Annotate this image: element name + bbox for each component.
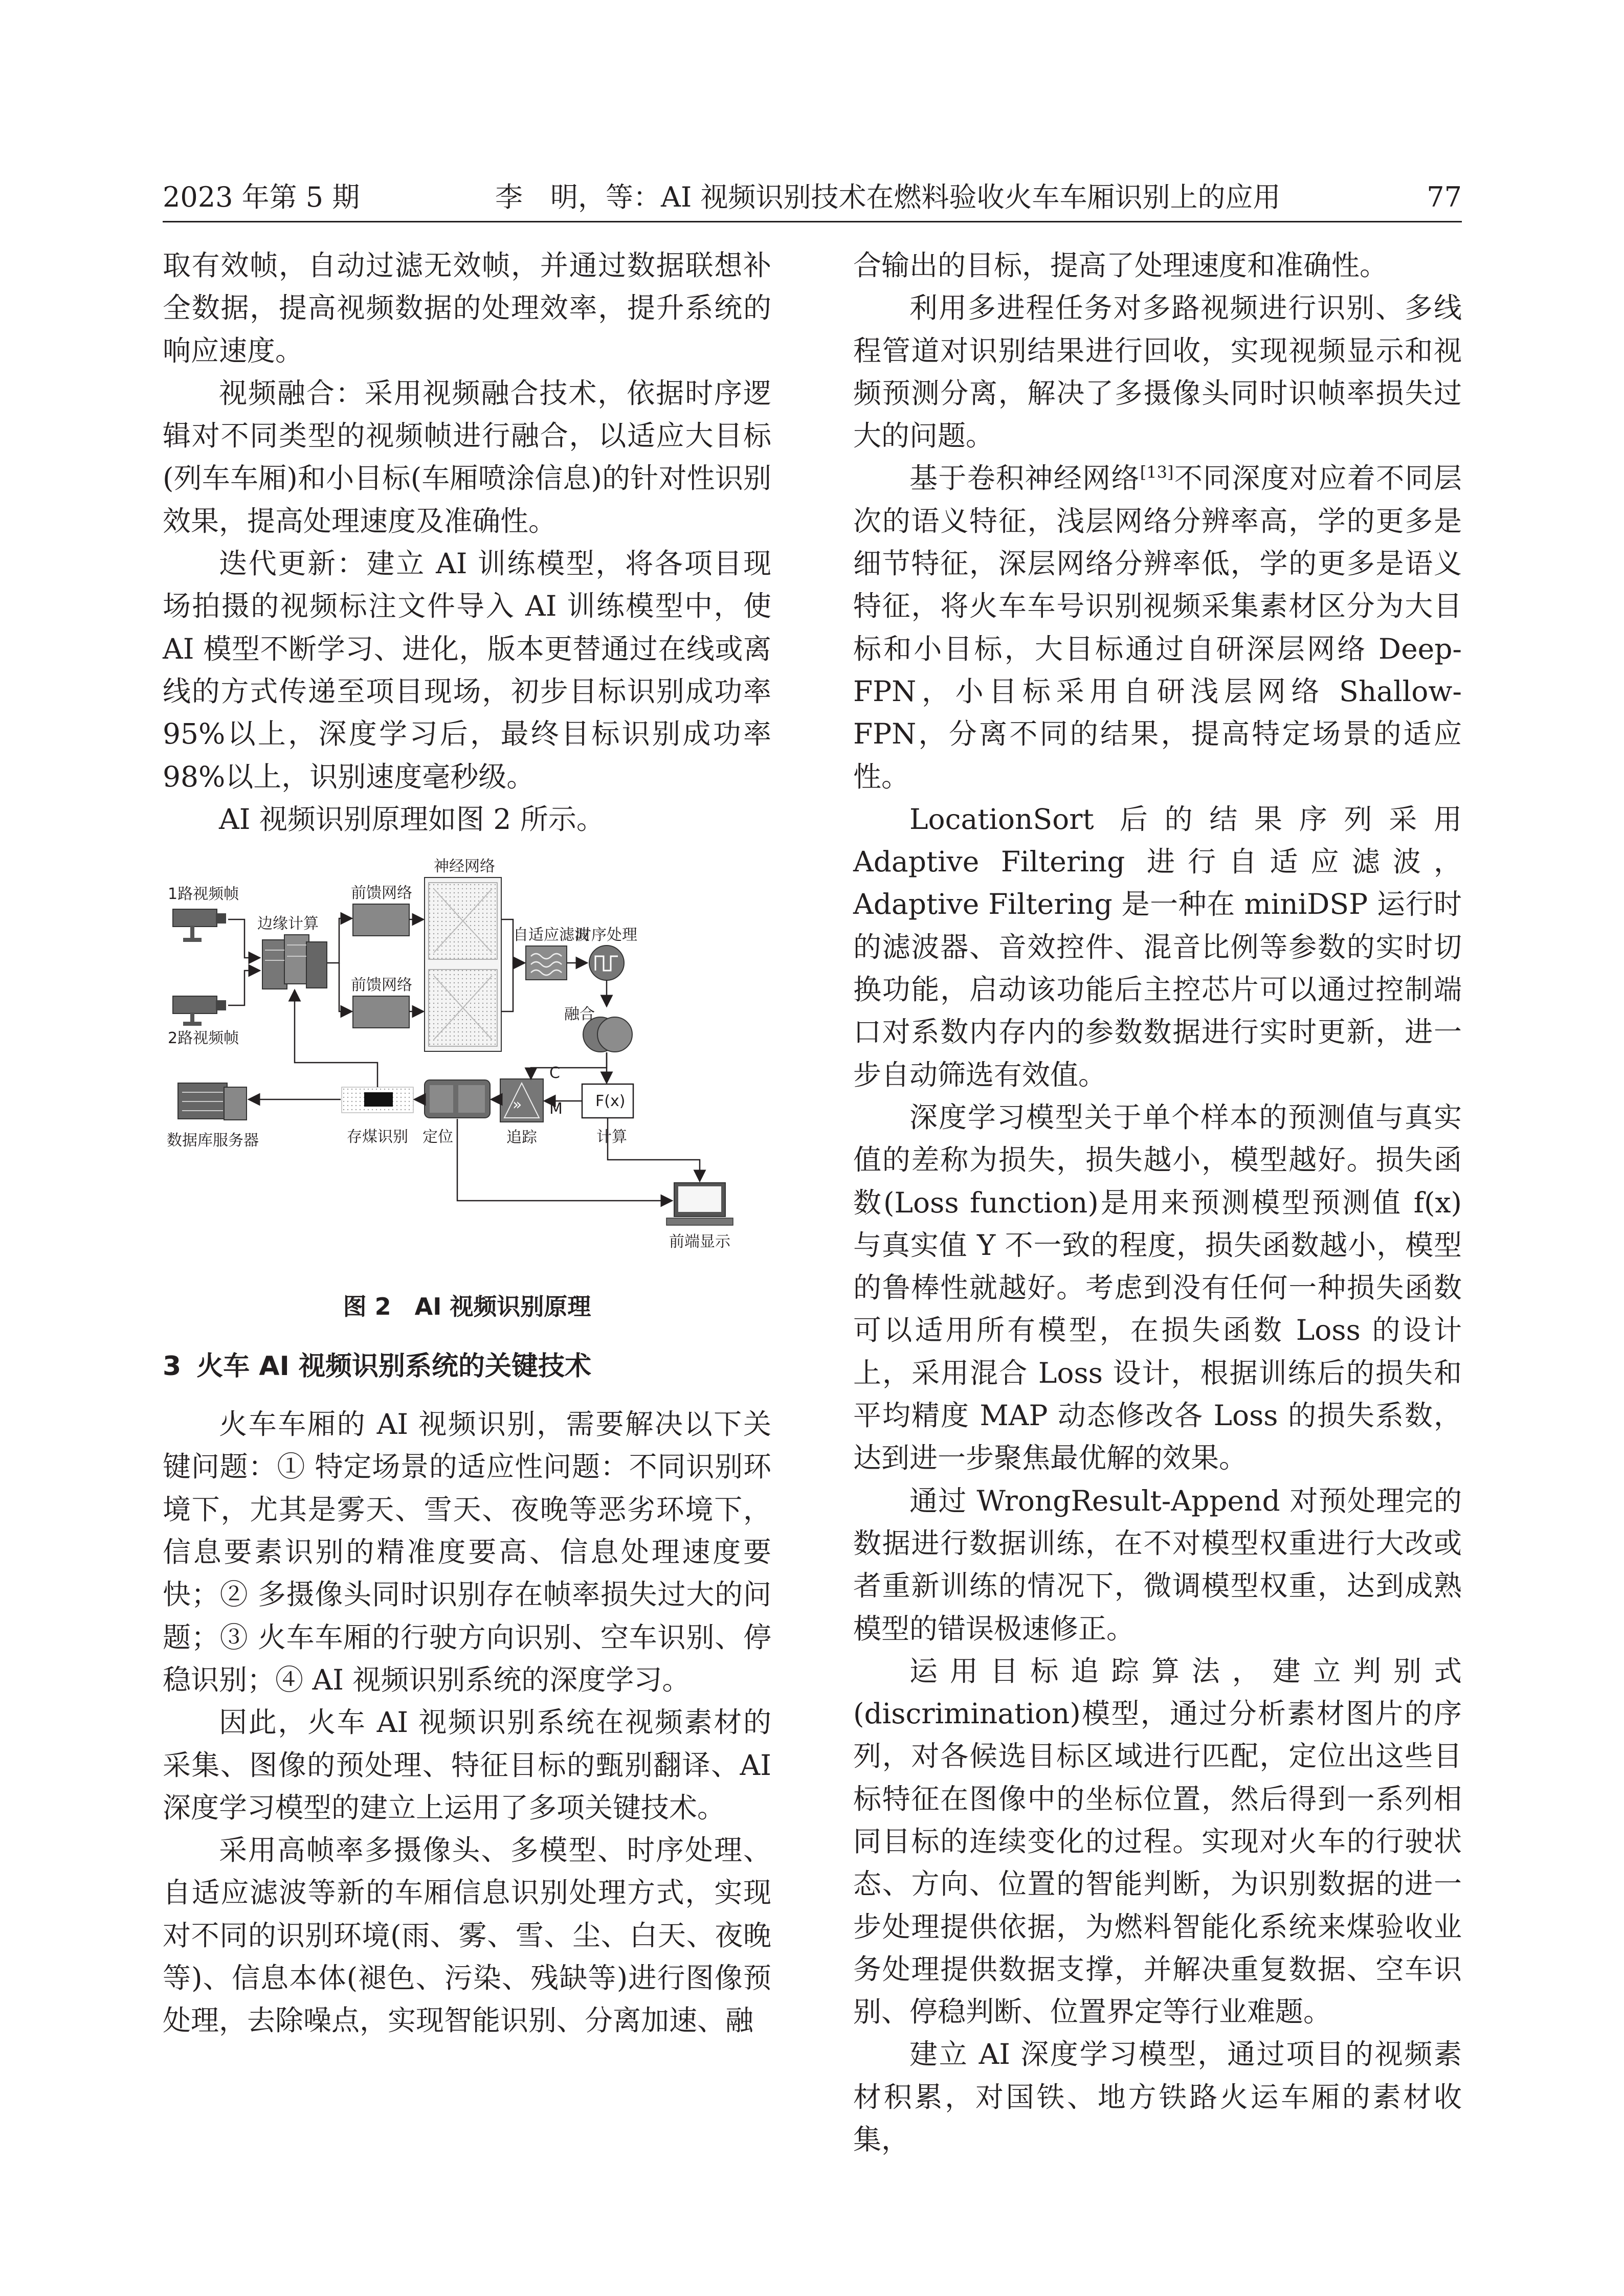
frontend-display-icon [666, 1183, 733, 1225]
paragraph-text: 不同深度对应着不同层次的语义特征，浅层网络分辨率高，学的更多是细节特征，深层网络分辨率低，学的更多是语义特征，将火车车号识别视频采集素材区分为大目标和小目标，大目标通过自研深层网络 Deep-FPN，小目标采用自研浅层网络 Shallow-FPN，分离不同的结果，提高特定场景的适应性。 [853, 462, 1462, 793]
label-coal-recognition: 存煤识别 [347, 1128, 408, 1146]
paragraph: 迭代更新：建立 AI 训练模型，将各项目现场拍摄的视频标注文件导入 AI 训练模型中，使 AI 模型不断学习、进化，版本更替通过在线或离线的方式传递至项目现场，初步目标识别成功率 95%以上，深度学习后，最终目标识别成功率 98%以上，识别速度毫秒级。 [163, 547, 771, 793]
label-c: C [549, 1064, 560, 1083]
label-edge-computing: 边缘计算 [257, 915, 319, 933]
right-column [853, 244, 1462, 2161]
label-fx: F(x) [595, 1092, 626, 1111]
label-neural-network: 神经网络 [434, 858, 495, 876]
svg-text:»: » [513, 1096, 522, 1114]
label-locate: 定位 [422, 1128, 453, 1146]
neural-network-block [425, 877, 501, 1051]
page-number: 77 [1427, 181, 1462, 213]
paragraph: AI 视频识别原理如图 2 所示。 [219, 802, 605, 836]
paragraph: 火车车厢的 AI 视频识别，需要解决以下关键问题：① 特定场景的适应性问题：不同识别环境下，尤其是雾天、雪天、夜晚等恶劣环境下，信息要素识别的精准度要高、信息处理速度要快；② 多摄像头同时识别存在帧率损失过大的问题；③ 火车车厢的行驶方向识别、空车识别、停稳识别；④ AI 视频识别系统的深度学习。 [163, 1408, 771, 1696]
timing-processing-block [589, 946, 624, 980]
label-tracking: 追踪 [506, 1129, 537, 1147]
paragraph: LocationSort 后的结果序列采用 Adaptive Filtering 进行自适应滤波，Adaptive Filtering 是一种在 miniDSP 运行时的滤波器、音效控件、混音比例等参数的实时切换功能，启动该功能后主控芯片可以通过控制端口对系数内存内的参数数据进行实时更新，进一步自动筛选有效值。 [853, 802, 1462, 1091]
article-running-title: 李 明，等：AI 视频识别技术在燃料验收火车车厢识别上的应用 [495, 181, 1281, 213]
label-compute: 计算 [596, 1128, 627, 1146]
paragraph: 因此，火车 AI 视频识别系统在视频素材的采集、图像的预处理、特征目标的甄别翻译、AI 深度学习模型的建立上运用了多项关键技术。 [163, 1706, 771, 1824]
label-adaptive-filter: 自适应滤波 [513, 926, 590, 944]
label-feedforward-2: 前馈网络 [351, 976, 412, 995]
figure-caption: 图 2 AI 视频识别原理 [343, 1293, 591, 1321]
feedforward-network-1 [353, 904, 409, 936]
database-server-icon [178, 1083, 247, 1120]
section-title: 火车 AI 视频识别系统的关键技术 [196, 1351, 591, 1382]
adaptive-filter-block [526, 946, 567, 980]
paragraph: 合输出的目标，提高了处理速度和准确性。 [853, 249, 1388, 282]
tracking-block [500, 1079, 543, 1122]
camera-1-icon [173, 909, 226, 942]
figure-2-diagram [163, 843, 771, 1282]
section-heading [163, 1347, 771, 1386]
label-m: M [549, 1100, 563, 1118]
paragraph: 建立 AI 深度学习模型，通过项目的视频素材积累，对国铁、地方铁路火运车厢的素材收集， [853, 2038, 1462, 2156]
train-carriage-icon [425, 1080, 490, 1118]
paragraph: 取有效帧，自动过滤无效帧，并通过数据联想补全数据，提高视频数据的处理效率，提升系统的响应速度。 [163, 249, 771, 367]
feedforward-network-2 [353, 996, 409, 1028]
paragraph-text: 基于卷积神经网络 [909, 462, 1140, 495]
coal-recognition-block [342, 1087, 413, 1113]
paragraph: 运用目标追踪算法，建立判别式(discrimination)模型，通过分析素材图片的序列，对各候选目标区域进行匹配，定位出这些目标特征在图像中的坐标位置，然后得到一系列相同目标的连续变化的过程。实现对火车的行驶状态、方向、位置的智能判断，为识别数据的进一步处理提供依据，为燃料智能化系统来煤验收业务处理提供数据支撑，并解决重复数据、空车识别、停稳判断、位置界定等行业难题。 [853, 1654, 1462, 2029]
paragraph: 深度学习模型关于单个样本的预测值与真实值的差称为损失，损失越小，模型越好。损失函数(Loss function)是用来预测模型预测值 f(x) 与真实值 Y 不一致的程度，损失函数越小，模型的鲁棒性就越好。考虑到没有任何一种损失函数可以适用所有模型，在损失函数 Loss 的设计上，采用混合 Loss 设计，根据训练后的损失和平均精度 MAP 动态修改各 Loss 的损失系数，达到进一步聚焦最优解的效果。 [853, 1100, 1462, 1475]
header-rule [163, 221, 1462, 222]
paragraph: 视频融合：采用视频融合技术，依据时序逻辑对不同类型的视频帧进行融合，以适应大目标(列车车厢)和小目标(车厢喷涂信息)的针对性识别效果，提高处理速度及准确性。 [163, 376, 771, 537]
running-header [163, 173, 1462, 219]
issue-label: 2023 年第 5 期 [163, 181, 360, 213]
paragraph [853, 457, 1462, 798]
label-video-2: 2路视频帧 [168, 1029, 239, 1048]
section-number: 3 [163, 1351, 182, 1382]
edge-computing-icon [262, 935, 327, 989]
label-database-server: 数据库服务器 [167, 1132, 259, 1150]
paragraph: 通过 WrongResult-Append 对预处理完的数据进行数据训练，在不对模型权重进行大改或者重新训练的情况下，微调模型权重，达到成熟模型的错误极速修正。 [853, 1484, 1462, 1645]
label-frontend-display: 前端显示 [669, 1233, 730, 1251]
citation-ref: [13] [1140, 463, 1174, 483]
label-timing-processing: 时序处理 [576, 926, 637, 944]
label-video-1: 1路视频帧 [168, 885, 239, 904]
paragraph: 采用高帧率多摄像头、多模型、时序处理、自适应滤波等新的车厢信息识别处理方式，实现对不同的识别环境(雨、雾、雪、尘、白天、夜晚等)、信息本体(褪色、污染、残缺等)进行图像预处理，去除噪点，实现智能识别、分离加速、融 [163, 1834, 771, 2037]
label-fusion: 融合 [564, 1005, 595, 1024]
label-feedforward-1: 前馈网络 [351, 884, 412, 903]
paragraph: 利用多进程任务对多路视频进行识别、多线程管道对识别结果进行回收，实现视频显示和视频预测分离，解决了多摄像头同时识帧率损失过大的问题。 [853, 291, 1462, 453]
left-column [163, 244, 771, 2042]
camera-2-icon [173, 996, 226, 1026]
